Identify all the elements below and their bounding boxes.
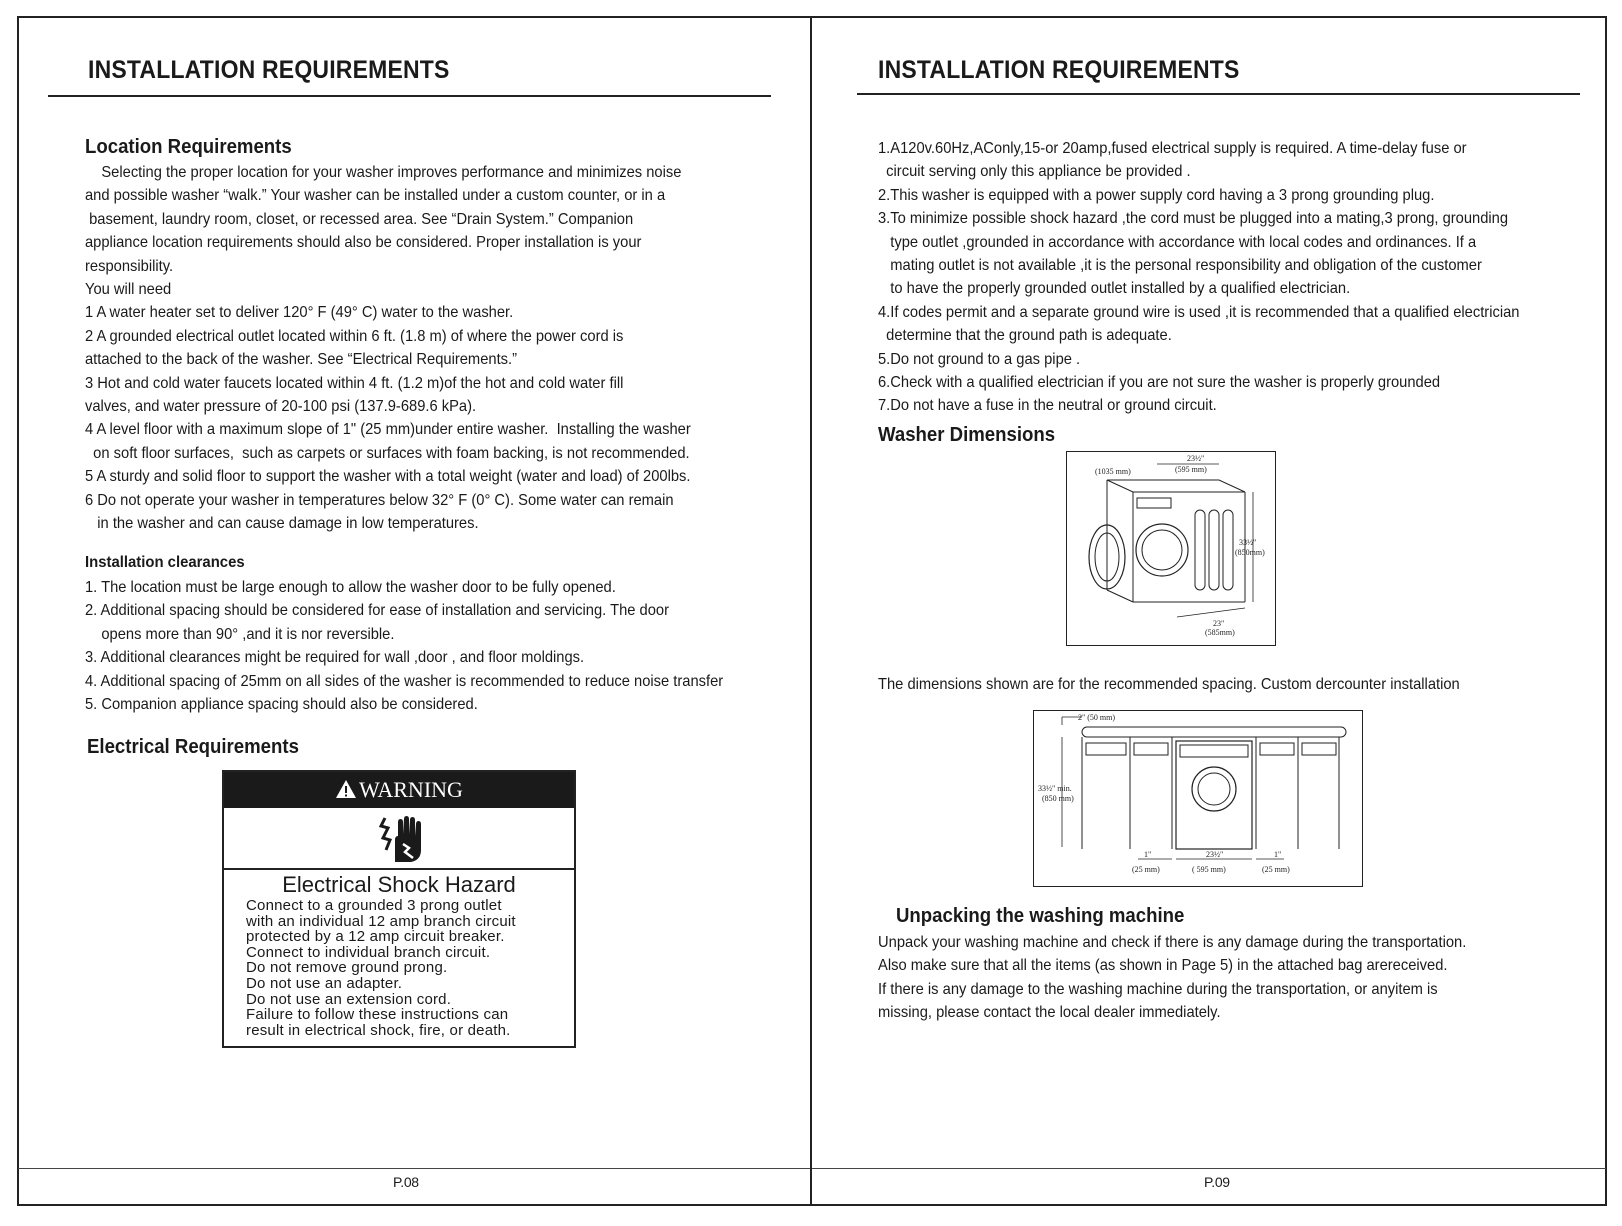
warning-text-line: Do not remove ground prong. (246, 959, 448, 977)
location-text-line: attached to the back of the washer. See “Electrical Requirements.” (85, 351, 518, 369)
warning-text-line: Connect to individual branch circuit. (246, 943, 491, 961)
warning-text-line: Do not use an adapter. (246, 975, 403, 992)
electrical-text-line: 7.Do not have a fuse in the neutral or ground circuit. (878, 397, 1217, 415)
right-page-number: P.09 (1204, 1174, 1230, 1190)
left-page-number: P.08 (393, 1174, 419, 1190)
unpacking-text-line: If there is any damage to the washing machine during the transportation, or anyitem is (878, 980, 1438, 998)
washer-dimensions-heading: Washer Dimensions (878, 424, 1056, 446)
clearance-text-line: opens more than 90° ,and it is nor reversible. (85, 625, 395, 643)
electrical-text-line: type outlet ,grounded in accordance with accordance with local codes and ordinances. If a (878, 233, 1477, 251)
electrical-text-line: determine that the ground path is adequate. (878, 327, 1172, 345)
right-page-header: INSTALLATION REQUIREMENTS (878, 56, 1240, 84)
warning-text-line: Connect to a grounded 3 prong outlet (246, 897, 502, 914)
electrical-text-line: circuit serving only this appliance be provided . (878, 163, 1191, 181)
electrical-text-line: 6.Check with a qualified electrician if you are not sure the washer is properly grounded (878, 374, 1441, 391)
figure1-width-mm-label: (595 mm) (1175, 465, 1207, 474)
location-text-line: basement, laundry room, closet, or recessed area. See “Drain System.” Companion (85, 210, 634, 228)
right-footer-rule (812, 1168, 1606, 1169)
warning-triangle-icon (335, 774, 357, 810)
dimensions-note: The dimensions shown are for the recommended spacing. Custom dercounter installation (878, 676, 1460, 693)
figure2-side-left-mm-label: (25 mm) (1132, 865, 1160, 874)
page-divider (810, 16, 812, 1206)
figure2-width-mm-label: ( 595 mm) (1192, 865, 1226, 874)
location-text-line: 1 A water heater set to deliver 120° F (49° C) water to the washer. (85, 304, 514, 322)
electrical-text-line: mating outlet is not available ,it is the personal responsibility and obligation of the customer (878, 257, 1482, 274)
clearance-text-line: 2. Additional spacing should be considered for ease of installation and servicing. The door (85, 602, 669, 620)
unpacking-heading: Unpacking the washing machine (896, 905, 1185, 927)
location-text-line: 6 Do not operate your washer in temperatures below 32° F (0° C). Some water can remain (85, 491, 674, 509)
warning-symbol-area (224, 808, 574, 870)
location-text-line: 5 A sturdy and solid floor to support the washer with a total weight (water and load) of 200lbs. (85, 468, 691, 486)
location-text-line: You will need (85, 281, 172, 298)
figure2-height-mm-label: (850 mm) (1042, 794, 1074, 803)
warning-text-line: Failure to follow these instructions can (246, 1006, 509, 1024)
electrical-text-line: 4.If codes permit and a separate ground wire is used ,it is recommended that a qualified electrician (878, 303, 1520, 321)
warning-text-line: protected by a 12 amp circuit breaker. (246, 928, 505, 946)
unpacking-text-line: Unpack your washing machine and check if there is any damage during the transportation. (878, 934, 1467, 951)
figure1-width-in-label: 23½" (1187, 454, 1205, 463)
figure2-top-gap-label: 2" (50 mm) (1078, 713, 1116, 722)
figure1-height-mm-label: (850mm) (1235, 548, 1265, 557)
location-text-line: 4 A level floor with a maximum slope of 1" (25 mm)under entire washer. Installing the washer (85, 421, 691, 439)
unpacking-text-line: missing, please contact the local dealer immediately. (878, 1004, 1221, 1022)
figure1-base-in-label: 23" (1213, 619, 1225, 628)
left-header-rule (48, 95, 771, 97)
electrical-text-line: 2.This washer is equipped with a power supply cord having a 3 prong grounding plug. (878, 186, 1435, 204)
counter-installation-figure (1033, 710, 1363, 887)
clearance-text-line: 5. Companion appliance spacing should also be considered. (85, 696, 478, 713)
figure2-side-right-mm-label: (25 mm) (1262, 865, 1290, 874)
location-text-line: valves, and water pressure of 20-100 psi (137.9-689.6 kPa). (85, 398, 477, 415)
location-text-line: and possible washer “walk.” Your washer can be installed under a custom counter, or in a (85, 187, 666, 205)
figure1-base-mm-label: (585mm) (1205, 628, 1235, 637)
left-page-header: INSTALLATION REQUIREMENTS (88, 56, 450, 84)
figure1-depth-label: (1035 mm) (1095, 467, 1131, 476)
location-text-line: responsibility. (85, 257, 174, 275)
location-text-line: in the washer and can cause damage in low temperatures. (85, 515, 479, 532)
electrical-text-line: 3.To minimize possible shock hazard ,the cord must be plugged into a mating,3 prong, grounding (878, 210, 1509, 228)
right-header-rule (857, 93, 1580, 95)
warning-text-line: with an individual 12 amp branch circuit (246, 912, 516, 930)
electric-shock-hand-icon (377, 814, 423, 869)
figure2-side-right-in-label: 1" (1274, 850, 1282, 859)
electrical-text-line: to have the properly grounded outlet installed by a qualified electrician. (878, 280, 1351, 298)
warning-banner (224, 772, 574, 808)
location-text-line: 2 A grounded electrical outlet located within 6 ft. (1.8 m) of where the power cord is (85, 327, 624, 345)
location-text-line: on soft floor surfaces, such as carpets or surfaces with foam backing, is not recommended. (85, 444, 690, 462)
installation-clearances-heading: Installation clearances (85, 554, 245, 571)
warning-text-line: Do not use an extension cord. (246, 990, 452, 1008)
figure1-height-in-label: 33½" (1239, 538, 1257, 547)
electrical-text-line: 1.A120v.60Hz,AConly,15-or 20amp,fused electrical supply is required. A time-delay fuse or (878, 140, 1467, 157)
unpacking-text-line: Also make sure that all the items (as shown in Page 5) in the attached bag arereceived. (878, 957, 1448, 975)
figure2-height-in-label: 33½" min. (1038, 784, 1072, 793)
figure2-side-left-in-label: 1" (1144, 850, 1152, 859)
warning-label: WARNING (359, 777, 463, 802)
clearance-text-line: 4. Additional spacing of 25mm on all sides of the washer is recommended to reduce noise transfer (85, 672, 724, 690)
warning-box (222, 770, 576, 1048)
warning-title: Electrical Shock Hazard (282, 872, 516, 897)
location-requirements-heading: Location Requirements (85, 136, 292, 158)
location-text-line: 3 Hot and cold water faucets located within 4 ft. (1.2 m)of the hot and cold water fill (85, 374, 624, 392)
clearance-text-line: 1. The location must be large enough to allow the washer door to be fully opened. (85, 579, 616, 596)
location-text-line: Selecting the proper location for your washer improves performance and minimizes noise (85, 164, 682, 181)
electrical-requirements-heading: Electrical Requirements (87, 736, 299, 758)
electrical-text-line: 5.Do not ground to a gas pipe . (878, 350, 1081, 368)
location-text-line: appliance location requirements should also be considered. Proper installation is your (85, 234, 642, 252)
warning-text-line: result in electrical shock, fire, or death. (246, 1021, 511, 1039)
left-footer-rule (18, 1168, 810, 1169)
washer-dimensions-figure (1066, 451, 1276, 646)
figure2-width-in-label: 23½" (1206, 850, 1224, 859)
clearance-text-line: 3. Additional clearances might be required for wall ,door , and floor moldings. (85, 649, 585, 667)
